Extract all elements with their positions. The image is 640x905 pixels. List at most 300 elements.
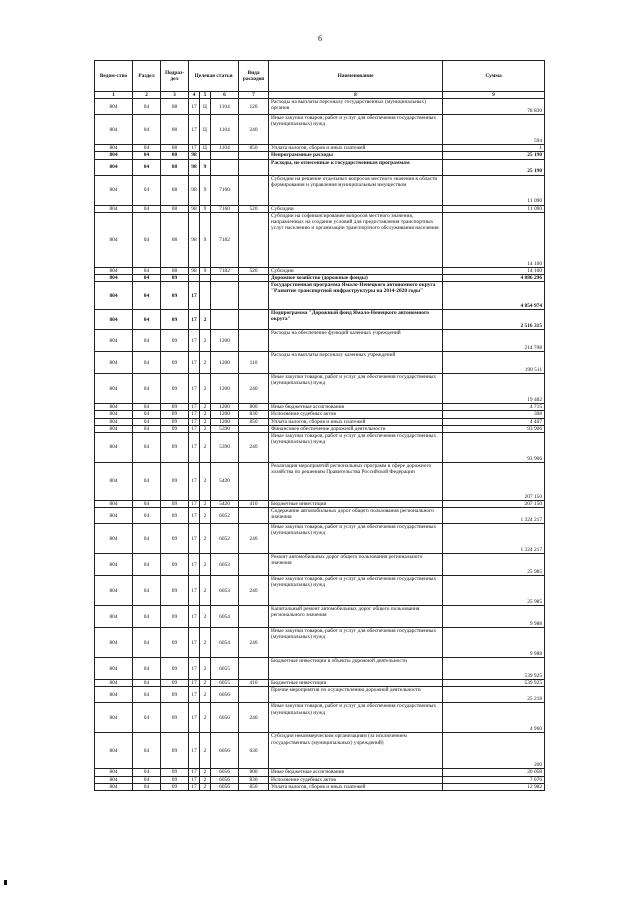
table-row [95, 275, 545, 282]
razdel-cell: 04 [133, 275, 161, 282]
name-cell: Иные закупки товаров, работ и услуг для обеспечения государственных (муниципальных) нужд [269, 524, 443, 554]
program-cell: 98 [189, 205, 200, 212]
subprogram-cell: 2 [200, 576, 211, 606]
subprogram-cell: Ц [200, 145, 211, 152]
subprogram-cell: 2 [200, 703, 211, 733]
program-cell: 17 [189, 783, 200, 790]
podrazdel-cell: 09 [161, 628, 189, 658]
razdel-cell: 04 [133, 175, 161, 205]
razdel-cell: 04 [133, 330, 161, 352]
table-row [95, 628, 545, 658]
expense-type-cell [239, 463, 269, 501]
subprogram-cell: 9 [200, 267, 211, 274]
program-cell: 17 [189, 433, 200, 463]
article-cell: 1200 [211, 374, 239, 404]
name-cell: Иные закупки товаров, работ и услуг для обеспечения государственных (муниципальных) нужд [269, 374, 443, 404]
col-number: 4 [189, 92, 200, 99]
expense-type-cell: 850 [239, 145, 269, 152]
name-cell: Исполнение судебных актов [269, 776, 443, 783]
expense-type-cell [239, 425, 269, 432]
podrazdel-cell: 09 [161, 769, 189, 776]
table-row [95, 703, 545, 733]
podrazdel-cell: 08 [161, 152, 189, 159]
amount-cell: 207 150 [443, 501, 545, 508]
podrazdel-cell: 09 [161, 776, 189, 783]
podrazdel-cell: 09 [161, 275, 189, 282]
name-cell: Расходы на обеспечение функций казенных учреждений [269, 330, 443, 352]
name-cell: Иные закупки товаров, работ и услуг для обеспечения государственных (муниципальных) нужд [269, 628, 443, 658]
program-cell: 17 [189, 703, 200, 733]
table-row [95, 418, 545, 425]
article-cell: 6056 [211, 703, 239, 733]
podrazdel-cell: 09 [161, 680, 189, 687]
amount-cell: 207 150 [443, 463, 545, 501]
expense-type-cell: 240 [239, 703, 269, 733]
table-row [95, 433, 545, 463]
budget-table [94, 60, 545, 791]
col-number: 3 [161, 92, 189, 99]
subprogram-cell: Ц [200, 115, 211, 145]
ved-cell: 804 [95, 783, 133, 790]
subprogram-cell: 2 [200, 330, 211, 352]
razdel-cell: 04 [133, 554, 161, 576]
ved-cell: 804 [95, 703, 133, 733]
subprogram-cell: 2 [200, 524, 211, 554]
podrazdel-cell: 08 [161, 99, 189, 115]
header-name: Наименование [269, 61, 443, 92]
article-cell: 5390 [211, 433, 239, 463]
subprogram-cell: 2 [200, 310, 211, 330]
podrazdel-cell: 08 [161, 267, 189, 274]
amount-cell: 9 988 [443, 628, 545, 658]
margin-mark [4, 880, 7, 885]
ved-cell: 804 [95, 524, 133, 554]
podrazdel-cell: 09 [161, 374, 189, 404]
ved-cell: 804 [95, 404, 133, 411]
name-cell: Дорожное хозяйство (дорожные фонды) [269, 275, 443, 282]
article-cell [211, 152, 239, 159]
razdel-cell: 04 [133, 145, 161, 152]
amount-cell: 190 511 [443, 352, 545, 374]
razdel-cell: 04 [133, 463, 161, 501]
program-cell: 17 [189, 404, 200, 411]
razdel-cell: 04 [133, 374, 161, 404]
table-row [95, 776, 545, 783]
program-cell: 17 [189, 411, 200, 418]
subprogram-cell: 2 [200, 433, 211, 463]
razdel-cell: 04 [133, 411, 161, 418]
program-cell: 17 [189, 374, 200, 404]
razdel-cell: 04 [133, 576, 161, 606]
subprogram-cell: 2 [200, 680, 211, 687]
ved-cell: 804 [95, 628, 133, 658]
amount-cell: 214 708 [443, 330, 545, 352]
razdel-cell: 04 [133, 606, 161, 628]
razdel-cell: 04 [133, 733, 161, 769]
ved-cell: 804 [95, 205, 133, 212]
article-cell: 6056 [211, 687, 239, 703]
razdel-cell: 04 [133, 501, 161, 508]
table-row [95, 330, 545, 352]
subprogram-cell: 2 [200, 374, 211, 404]
amount-cell: 14 100 [443, 212, 545, 267]
page-number: 6 [318, 34, 322, 43]
program-cell: 17 [189, 282, 200, 310]
expense-type-cell [239, 282, 269, 310]
table-row [95, 152, 545, 159]
podrazdel-cell: 09 [161, 463, 189, 501]
podrazdel-cell: 09 [161, 783, 189, 790]
table-row [95, 411, 545, 418]
ved-cell: 804 [95, 275, 133, 282]
name-cell: Бюджетные инвестиции [269, 501, 443, 508]
amount-cell: 4 854 974 [443, 282, 545, 310]
subprogram-cell: 2 [200, 769, 211, 776]
amount-cell: 200 [443, 733, 545, 769]
program-cell: 17 [189, 606, 200, 628]
table-row [95, 425, 545, 432]
expense-type-cell [239, 554, 269, 576]
article-cell: 6056 [211, 776, 239, 783]
expense-type-cell [239, 175, 269, 205]
col-number: 9 [443, 92, 545, 99]
amount-cell: 93 906 [443, 433, 545, 463]
col-number: 1 [95, 92, 133, 99]
table-row [95, 175, 545, 205]
subprogram-cell: 2 [200, 606, 211, 628]
ved-cell: 804 [95, 554, 133, 576]
program-cell: 17 [189, 658, 200, 680]
name-cell: Непрограммные расходы [269, 152, 443, 159]
program-cell: 17 [189, 769, 200, 776]
col-number: 2 [133, 92, 161, 99]
name-cell: Субсидии [269, 205, 443, 212]
ved-cell: 804 [95, 145, 133, 152]
ved-cell: 804 [95, 282, 133, 310]
name-cell: Иные закупки товаров, работ и услуг для обеспечения государственных (муниципальных) нужд [269, 115, 443, 145]
expense-type-cell [239, 275, 269, 282]
program-cell [189, 275, 200, 282]
name-cell: Бюджетные инвестиции [269, 680, 443, 687]
table-row [95, 524, 545, 554]
header-podrazdel: Подраз-дел [161, 61, 189, 92]
table-row [95, 783, 545, 790]
table-row [95, 463, 545, 501]
article-cell: 1104 [211, 115, 239, 145]
subprogram-cell: Ц [200, 99, 211, 115]
amount-cell: 25 218 [443, 687, 545, 703]
ved-cell: 804 [95, 330, 133, 352]
table-row [95, 374, 545, 404]
podrazdel-cell: 09 [161, 703, 189, 733]
header-vid: Вида расходов [239, 61, 269, 92]
article-cell [211, 275, 239, 282]
ved-cell: 804 [95, 501, 133, 508]
col-number: 6 [211, 92, 239, 99]
amount-cell: 20 058 [443, 769, 545, 776]
expense-type-cell: 520 [239, 267, 269, 274]
expense-type-cell [239, 310, 269, 330]
razdel-cell: 04 [133, 769, 161, 776]
podrazdel-cell: 09 [161, 501, 189, 508]
article-cell: 1104 [211, 99, 239, 115]
razdel-cell: 04 [133, 418, 161, 425]
ved-cell: 804 [95, 687, 133, 703]
name-cell: Капитальный ремонт автомобильных дорог общего пользования регионального значения [269, 606, 443, 628]
table-row [95, 99, 545, 115]
program-cell: 98 [189, 152, 200, 159]
program-cell: 17 [189, 463, 200, 501]
amount-cell: 1 [443, 145, 545, 152]
razdel-cell: 04 [133, 352, 161, 374]
name-cell: Иные закупки товаров, работ и услуг для обеспечения государственных (муниципальных) нужд [269, 576, 443, 606]
podrazdel-cell: 09 [161, 658, 189, 680]
podrazdel-cell: 09 [161, 433, 189, 463]
name-cell: Прочие мероприятия по осуществлению дорожной деятельности [269, 687, 443, 703]
ved-cell: 804 [95, 576, 133, 606]
expense-type-cell [239, 687, 269, 703]
name-cell: Ремонт автомобильных дорог общего пользования регионального значения [269, 554, 443, 576]
program-cell: 17 [189, 680, 200, 687]
name-cell: Иные закупки товаров, работ и услуг для обеспечения государственных (муниципальных) нужд [269, 433, 443, 463]
article-cell: 1200 [211, 411, 239, 418]
expense-type-cell [239, 330, 269, 352]
expense-type-cell: 800 [239, 769, 269, 776]
program-cell: 17 [189, 554, 200, 576]
amount-cell: 4 407 [443, 418, 545, 425]
article-cell: 7160 [211, 205, 239, 212]
program-cell: 17 [189, 776, 200, 783]
table-row [95, 733, 545, 769]
expense-type-cell: 240 [239, 628, 269, 658]
program-cell: 17 [189, 352, 200, 374]
ved-cell: 804 [95, 352, 133, 374]
article-cell: 1200 [211, 418, 239, 425]
table-row [95, 205, 545, 212]
article-cell: 6056 [211, 733, 239, 769]
amount-cell: 25 985 [443, 554, 545, 576]
expense-type-cell: 850 [239, 783, 269, 790]
expense-type-cell: 850 [239, 418, 269, 425]
expense-type-cell: 240 [239, 115, 269, 145]
razdel-cell: 04 [133, 687, 161, 703]
expense-type-cell [239, 152, 269, 159]
program-cell: 17 [189, 145, 200, 152]
podrazdel-cell: 09 [161, 524, 189, 554]
name-cell: Уплата налогов, сборов и иных платежей [269, 783, 443, 790]
program-cell: 17 [189, 501, 200, 508]
name-cell: Реализация мероприятий региональных программ в сфере дорожного хозяйства по решениям Правительства Российской Федерации [269, 463, 443, 501]
expense-type-cell: 410 [239, 680, 269, 687]
subprogram-cell: 2 [200, 404, 211, 411]
ved-cell: 804 [95, 463, 133, 501]
name-cell: Субсидии некоммерческим организациям (за исключением государственных (муниципальных) учреждений) [269, 733, 443, 769]
amount-cell: 93 906 [443, 425, 545, 432]
expense-type-cell: 120 [239, 99, 269, 115]
program-cell: 17 [189, 733, 200, 769]
subprogram-cell [200, 282, 211, 310]
ved-cell: 804 [95, 418, 133, 425]
article-cell: 6054 [211, 606, 239, 628]
subprogram-cell: 9 [200, 212, 211, 267]
amount-cell: 25 190 [443, 152, 545, 159]
article-cell: 5420 [211, 463, 239, 501]
program-cell: 17 [189, 310, 200, 330]
col-number: 8 [269, 92, 443, 99]
amount-cell: 19 482 [443, 374, 545, 404]
podrazdel-cell: 08 [161, 115, 189, 145]
article-cell: 6053 [211, 576, 239, 606]
table-row [95, 769, 545, 776]
table-row [95, 310, 545, 330]
table-row [95, 404, 545, 411]
podrazdel-cell: 08 [161, 205, 189, 212]
ved-cell: 804 [95, 425, 133, 432]
article-cell [211, 282, 239, 310]
subprogram-cell: 2 [200, 687, 211, 703]
subprogram-cell: 2 [200, 658, 211, 680]
col-number: 7 [239, 92, 269, 99]
subprogram-cell: 2 [200, 352, 211, 374]
subprogram-cell [200, 275, 211, 282]
ved-cell: 804 [95, 411, 133, 418]
expense-type-cell: 830 [239, 411, 269, 418]
ved-cell: 804 [95, 212, 133, 267]
subprogram-cell: 9 [200, 175, 211, 205]
program-cell: 17 [189, 687, 200, 703]
expense-type-cell: 410 [239, 501, 269, 508]
header-ved: Ведом-ство [95, 61, 133, 92]
podrazdel-cell: 09 [161, 733, 189, 769]
ved-cell: 804 [95, 310, 133, 330]
podrazdel-cell: 09 [161, 310, 189, 330]
razdel-cell: 04 [133, 783, 161, 790]
expense-type-cell: 630 [239, 733, 269, 769]
razdel-cell: 04 [133, 310, 161, 330]
razdel-cell: 04 [133, 282, 161, 310]
name-cell: Уплата налогов, сборов и иных платежей [269, 418, 443, 425]
name-cell: Расходы на выплаты персоналу государственных (муниципальных) органов [269, 99, 443, 115]
table-row [95, 606, 545, 628]
table-row [95, 267, 545, 274]
name-cell: Расходы на выплаты персоналу казенных учреждений [269, 352, 443, 374]
article-cell [211, 310, 239, 330]
table-row [95, 680, 545, 687]
amount-cell: 7 076 [443, 776, 545, 783]
table-row [95, 159, 545, 175]
ved-cell: 804 [95, 175, 133, 205]
amount-cell: 14 100 [443, 267, 545, 274]
ved-cell: 804 [95, 769, 133, 776]
ved-cell: 804 [95, 99, 133, 115]
podrazdel-cell: 09 [161, 576, 189, 606]
razdel-cell: 04 [133, 433, 161, 463]
amount-cell: 78 830 [443, 99, 545, 115]
program-cell: 17 [189, 99, 200, 115]
article-cell: 6052 [211, 524, 239, 554]
amount-cell: 12 982 [443, 783, 545, 790]
table-row [95, 212, 545, 267]
podrazdel-cell: 09 [161, 554, 189, 576]
razdel-cell: 04 [133, 776, 161, 783]
article-cell: 5420 [211, 501, 239, 508]
header-row [95, 61, 545, 92]
article-cell [211, 159, 239, 175]
podrazdel-cell: 09 [161, 411, 189, 418]
article-cell: 6053 [211, 554, 239, 576]
amount-cell: 4 886 296 [443, 275, 545, 282]
amount-cell: 539 925 [443, 680, 545, 687]
razdel-cell: 04 [133, 658, 161, 680]
amount-cell: 594 [443, 115, 545, 145]
podrazdel-cell: 09 [161, 425, 189, 432]
subprogram-cell: 2 [200, 733, 211, 769]
subprogram-cell: 2 [200, 508, 211, 524]
expense-type-cell [239, 606, 269, 628]
header-sum: Сумма [443, 61, 545, 92]
amount-cell: 308 [443, 411, 545, 418]
name-cell: Иные бюджетные ассигнования [269, 769, 443, 776]
expense-type-cell [239, 212, 269, 267]
article-cell: 6055 [211, 680, 239, 687]
ved-cell: 804 [95, 115, 133, 145]
amount-cell: 4 960 [443, 703, 545, 733]
podrazdel-cell: 08 [161, 145, 189, 152]
name-cell: Субсидии на решение отдельных вопросов местного значения в области формирования и управления муниципальным имуществом [269, 175, 443, 205]
column-number-row [95, 92, 545, 99]
ved-cell: 804 [95, 152, 133, 159]
expense-type-cell: 110 [239, 352, 269, 374]
table-row [95, 508, 545, 524]
program-cell: 17 [189, 330, 200, 352]
podrazdel-cell: 09 [161, 282, 189, 310]
program-cell: 17 [189, 508, 200, 524]
razdel-cell: 04 [133, 425, 161, 432]
header-razdel: Раздел [133, 61, 161, 92]
podrazdel-cell: 09 [161, 508, 189, 524]
amount-cell: 1 324 217 [443, 524, 545, 554]
article-cell: 6056 [211, 783, 239, 790]
subprogram-cell: 2 [200, 463, 211, 501]
expense-type-cell: 800 [239, 404, 269, 411]
name-cell: Государственная программа Ямало-Ненецкого автономного округа "Развитие транспортной инфраструктуры на 2014-2020 годы" [269, 282, 443, 310]
name-cell: Субсидии [269, 267, 443, 274]
razdel-cell: 04 [133, 99, 161, 115]
razdel-cell: 04 [133, 205, 161, 212]
expense-type-cell [239, 159, 269, 175]
article-cell: 1200 [211, 330, 239, 352]
razdel-cell: 04 [133, 159, 161, 175]
podrazdel-cell: 08 [161, 159, 189, 175]
razdel-cell: 04 [133, 703, 161, 733]
article-cell: 6054 [211, 628, 239, 658]
article-cell: 6056 [211, 769, 239, 776]
expense-type-cell [239, 658, 269, 680]
ved-cell: 804 [95, 374, 133, 404]
ved-cell: 804 [95, 433, 133, 463]
program-cell: 98 [189, 212, 200, 267]
name-cell: Финансовое обеспечение дорожной деятельности [269, 425, 443, 432]
expense-type-cell: 240 [239, 524, 269, 554]
table-row [95, 658, 545, 680]
amount-cell: 11 090 [443, 205, 545, 212]
podrazdel-cell: 08 [161, 212, 189, 267]
expense-type-cell: 520 [239, 205, 269, 212]
subprogram-cell: 2 [200, 783, 211, 790]
program-cell: 17 [189, 628, 200, 658]
program-cell: 17 [189, 524, 200, 554]
program-cell: 17 [189, 425, 200, 432]
